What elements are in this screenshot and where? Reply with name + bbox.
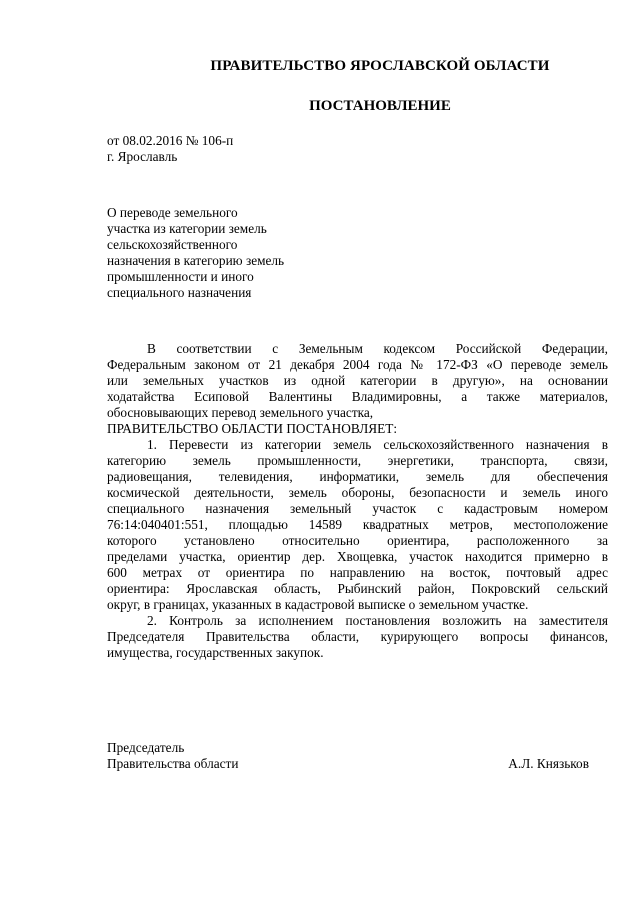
document-body <box>107 341 608 661</box>
signature-block <box>107 740 589 772</box>
organization-title: ПРАВИТЕЛЬСТВО ЯРОСЛАВСКОЙ ОБЛАСТИ <box>210 58 550 74</box>
item2-line: имущества, государственных закупок. <box>107 645 324 660</box>
item1-line: 600 метрах от ориентира по направлению на восток, почтовый адрес <box>107 565 608 580</box>
subject-line: промышленности и иного <box>107 269 254 284</box>
date-number: от 08.02.2016 № 106-п <box>107 133 234 148</box>
item2-line: Председателя Правительства области, курирующего вопросы финансов, <box>107 629 608 644</box>
resolves-line: ПРАВИТЕЛЬСТВО ОБЛАСТИ ПОСТАНОВЛЯЕТ: <box>107 421 398 436</box>
preamble-line: В соответствии с Земельным кодексом Российской Федерации, <box>147 341 608 356</box>
subject-line: участка из категории земель <box>107 221 267 236</box>
item1-line: ориентира: Ярославская область, Рыбинский район, Покровский сельский <box>107 581 608 596</box>
item2-line: 2. Контроль за исполнением постановления возложить на заместителя <box>147 613 608 628</box>
item1-line: категорию земель промышленности, энергетики, транспорта, связи, <box>107 453 608 468</box>
item1-line: 76:14:040401:551, площадью 14589 квадратных метров, местоположение <box>107 517 608 532</box>
subject-line: О переводе земельного <box>107 205 238 220</box>
document-meta <box>107 133 233 165</box>
item1-line: специального назначения земельный участок с кадастровым номером <box>107 501 608 516</box>
preamble-line: ходатайства Есиповой Валентины Владимировны, а также материалов, <box>107 389 608 404</box>
preamble-line: Федеральным законом от 21 декабря 2004 года № 172-ФЗ «О переводе земель <box>107 357 608 372</box>
subject-line: специального назначения <box>107 285 252 300</box>
signatory-name: А.Л. Князьков <box>508 756 589 771</box>
subject-line: сельскохозяйственного <box>107 237 238 252</box>
item1-line: космической деятельности, земель обороны, безопасности и земель иного <box>107 485 608 500</box>
document-type: ПОСТАНОВЛЕНИЕ <box>309 98 451 114</box>
signatory-title-line2: Правительства области <box>107 756 239 771</box>
signatory-title-line1: Председатель <box>107 740 185 755</box>
item1-line: округ, в границах, указанных в кадастровой выписке о земельном участке. <box>107 597 529 612</box>
document-subject <box>107 205 337 301</box>
item1-line: пределами участка, ориентир дер. Хвощевка, участок находится примерно в <box>107 549 608 564</box>
subject-line: назначения в категорию земель <box>107 253 285 268</box>
preamble-line: обосновывающих перевод земельного участка, <box>107 405 374 420</box>
item1-line: которого установлено относительно ориентира, расположенного за <box>107 533 608 548</box>
city: г. Ярославль <box>107 149 178 164</box>
preamble-line: или земельных участков из одной категории в другую», на основании <box>107 373 608 388</box>
item1-line: 1. Перевести из категории земель сельскохозяйственного назначения в <box>147 437 608 452</box>
item1-line: радиовещания, телевидения, информатики, земель для обеспечения <box>107 469 608 484</box>
